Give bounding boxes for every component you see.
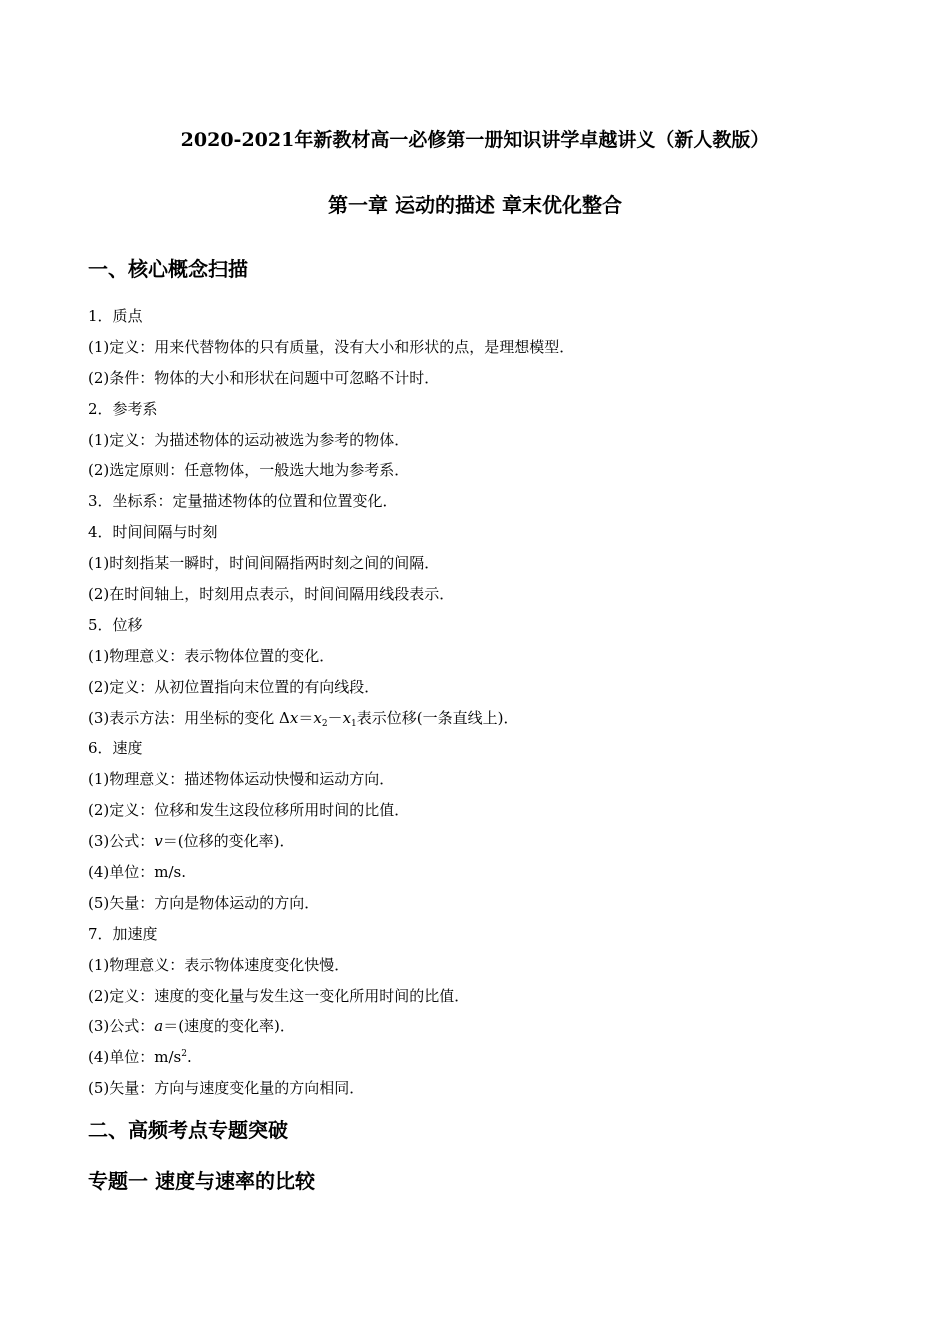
formula-suffix: ＝(速度的变化率)．	[163, 1017, 295, 1036]
concept-line: (4)单位：m/s.	[88, 863, 186, 882]
var-x: x	[289, 708, 299, 727]
formula-suffix: 表示位移(一条直线上)．	[356, 708, 519, 727]
chapter-title: 第一章 运动的描述 章末优化整合	[328, 193, 622, 217]
concept-line: (5)矢量：方向是物体运动的方向．	[88, 893, 320, 912]
superscript-2: 2	[181, 1049, 187, 1060]
concept-line: 7．加速度	[88, 924, 158, 943]
subscript-1: 1	[351, 718, 357, 729]
concept-line: 4．时间间隔与时刻	[88, 523, 218, 542]
formula-prefix: (3)公式：	[88, 1017, 155, 1036]
var-a: a	[154, 1017, 164, 1036]
formula-prefix: (3)表示方法：用坐标的变化 Δ	[88, 708, 290, 727]
formula-prefix: (3)公式：	[88, 832, 155, 851]
minus-sign: －	[327, 708, 343, 727]
concept-line: (1)物理意义：表示物体速度变化快慢．	[88, 955, 350, 974]
concept-line: (1)物理意义：描述物体运动快慢和运动方向．	[88, 770, 395, 789]
acceleration-formula-line	[88, 1013, 868, 1044]
concept-line: (2)定义：位移和发生这段位移所用时间的比值．	[88, 801, 410, 820]
subscript-2: 2	[321, 718, 328, 729]
concept-line: (1)物理意义：表示物体位置的变化．	[88, 646, 335, 665]
unit-prefix: (4)单位：m/s	[88, 1048, 182, 1067]
concept-line: (1)定义：为描述物体的运动被选为参考的物体．	[88, 430, 410, 449]
acceleration-unit-line	[88, 1044, 868, 1075]
concept-line: (2)定义：速度的变化量与发生这一变化所用时间的比值．	[88, 986, 470, 1005]
concept-line: (1)定义：用来代替物体的只有质量，没有大小和形状的点，是理想模型．	[88, 337, 575, 356]
concept-line: 3．坐标系：定量描述物体的位置和位置变化．	[88, 492, 398, 511]
section-heading-core-concepts: 一、核心概念扫描	[88, 257, 248, 281]
concept-line: (2)条件：物体的大小和形状在问题中可忽略不计时．	[88, 368, 440, 387]
var-v: v	[154, 832, 163, 851]
concept-line: (2)定义：从初位置指向末位置的有向线段．	[88, 677, 380, 696]
concept-line: 5．位移	[88, 615, 143, 634]
document-title: 2020-2021年新教材高一必修第一册知识讲学卓越讲义（新人教版）	[180, 129, 770, 151]
concept-line: 1．质点	[88, 307, 143, 325]
var-x1: x	[342, 708, 352, 727]
concept-line: 6．速度	[88, 739, 143, 758]
section-heading-high-frequency: 二、高频考点专题突破	[88, 1118, 288, 1142]
concept-list	[88, 303, 868, 1106]
concept-line: (2)选定原则：任意物体，一般选大地为参考系．	[88, 461, 410, 480]
equals-sign: ＝	[298, 708, 314, 727]
concept-line: (1)时刻指某一瞬时，时间间隔指两时刻之间的间隔．	[88, 554, 440, 573]
displacement-formula-line	[88, 705, 868, 736]
unit-suffix: .	[186, 1048, 192, 1067]
var-x2: x	[313, 708, 322, 727]
concept-line: (5)矢量：方向与速度变化量的方向相同．	[88, 1079, 365, 1098]
formula-suffix: ＝(位移的变化率)．	[162, 832, 295, 851]
concept-line: 2．参考系	[88, 399, 158, 418]
velocity-formula-line	[88, 828, 868, 859]
topic-heading-speed-vs-velocity: 专题一 速度与速率的比较	[88, 1169, 315, 1193]
concept-line: (2)在时间轴上，时刻用点表示，时间间隔用线段表示．	[88, 585, 455, 604]
